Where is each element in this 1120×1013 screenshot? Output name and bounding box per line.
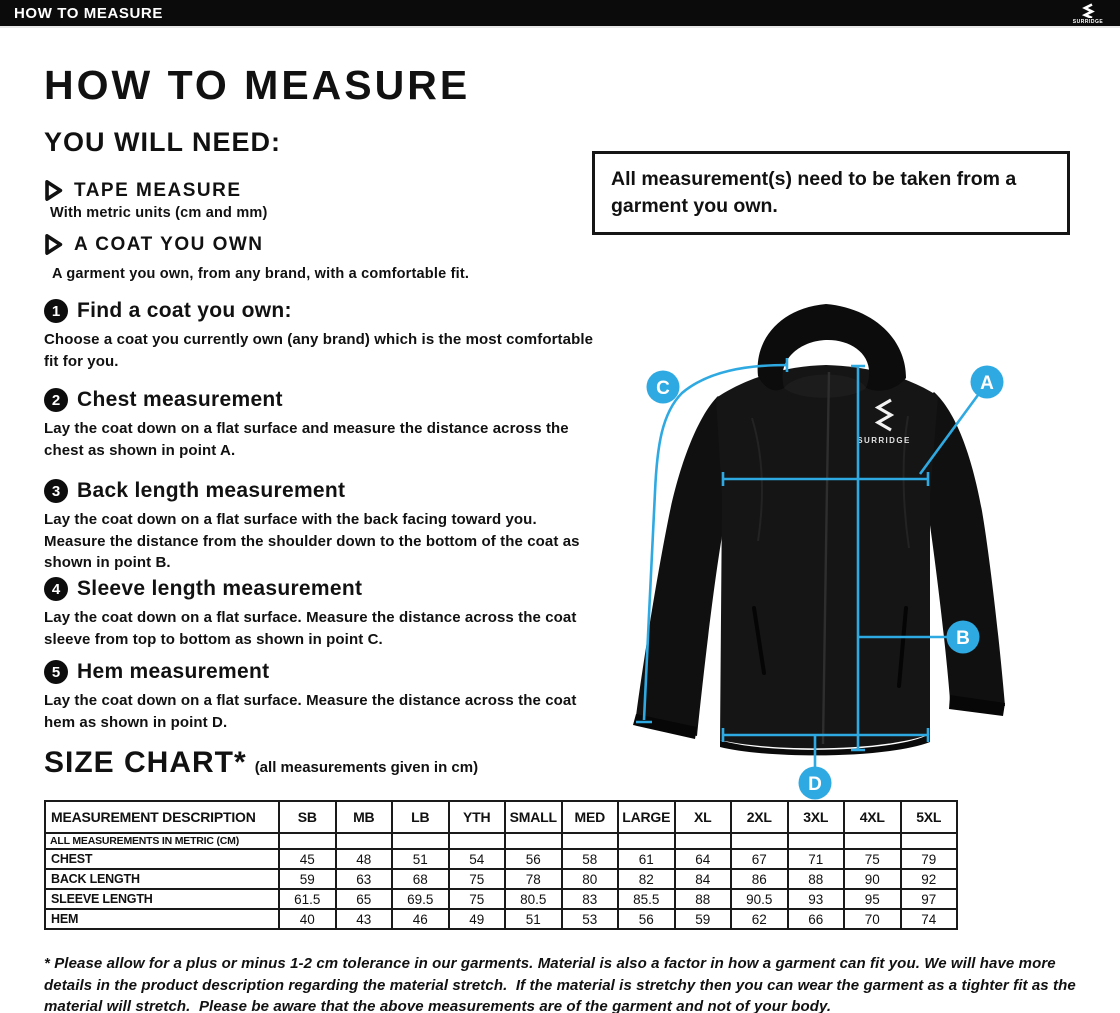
table-cell: 56: [618, 909, 675, 929]
col-header: SB: [279, 801, 336, 833]
play-triangle-icon: [44, 179, 63, 202]
row-label: HEM: [45, 909, 279, 929]
step-description: Lay the coat down on a flat surface and measure the distance across the chest as shown in point A.: [44, 420, 569, 459]
table-cell: 43: [336, 909, 393, 929]
need-item-description: With metric units (cm and mm): [50, 205, 268, 221]
col-header: 3XL: [788, 801, 845, 833]
table-cell: 66: [788, 909, 845, 929]
table-cell-empty: [562, 833, 619, 849]
table-cell: 90.5: [731, 889, 788, 909]
table-cell: 63: [336, 869, 393, 889]
row-label: BACK LENGTH: [45, 869, 279, 889]
table-cell: 49: [449, 909, 506, 929]
table-cell: 53: [562, 909, 619, 929]
need-item-description: A garment you own, from any brand, with a comfortable fit.: [52, 266, 470, 282]
col-header: LARGE: [618, 801, 675, 833]
table-cell: 51: [392, 849, 449, 869]
table-cell: 54: [449, 849, 506, 869]
callout-d-label: D: [808, 774, 822, 795]
size-chart-table: [44, 800, 958, 930]
table-cell: 75: [449, 889, 506, 909]
tolerance-footnote: * Please allow for a plus or minus 1-2 cm tolerance in our garments. Material is also a factor in how a garment can fit you. We will have more details in the product description regarding the material stretch. If the material is stretchy then you can wear the garment as a tighter fit as the material will stretch. Please be aware that the above measurements are of the garment and not of your body.: [44, 955, 1081, 1013]
size-chart-unit-note: (all measurements given in cm): [254, 759, 479, 776]
table-row-sleeve-length: [45, 889, 957, 909]
size-chart-title: SIZE CHART*: [44, 746, 247, 779]
table-cell-empty: [901, 833, 958, 849]
step-title: Hem measurement: [77, 660, 270, 683]
step-number-badge: 3: [44, 479, 68, 503]
step-description: Choose a coat you currently own (any brand) which is the most comfortable fit for you.: [44, 331, 594, 370]
col-header: MB: [336, 801, 393, 833]
step-description: Lay the coat down on a flat surface. Measure the distance across the coat sleeve from top to bottom as shown in point C.: [44, 609, 577, 648]
table-cell-empty: [336, 833, 393, 849]
table-cell-empty: [392, 833, 449, 849]
page-title: HOW TO MEASURE: [44, 62, 471, 108]
surridge-logo-caption: SURRIDGE: [1072, 19, 1104, 25]
table-cell: 86: [731, 869, 788, 889]
table-cell: 62: [731, 909, 788, 929]
table-row-back-length: [45, 869, 957, 889]
table-cell: 58: [562, 849, 619, 869]
step-1: [44, 299, 604, 372]
table-cell: 88: [788, 869, 845, 889]
table-cell-empty: [731, 833, 788, 849]
table-cell: 56: [505, 849, 562, 869]
step-title: Sleeve length measurement: [77, 577, 363, 600]
col-header: SMALL: [505, 801, 562, 833]
measurement-note-box: [592, 151, 1070, 235]
step-number-badge: 1: [44, 299, 68, 323]
table-cell: 59: [279, 869, 336, 889]
col-header: 5XL: [901, 801, 958, 833]
jacket-chest-logo-text: SURRIDGE: [857, 436, 911, 445]
table-cell: 40: [279, 909, 336, 929]
col-header: 2XL: [731, 801, 788, 833]
size-chart-heading: [44, 746, 478, 780]
table-cell: 82: [618, 869, 675, 889]
need-item-tape-measure: [44, 179, 242, 202]
col-header: 4XL: [844, 801, 901, 833]
table-cell: 59: [675, 909, 732, 929]
step-number-badge: 4: [44, 577, 68, 601]
step-5: [44, 660, 604, 733]
step-4: [44, 577, 604, 650]
table-cell: 68: [392, 869, 449, 889]
top-bar: [0, 0, 1120, 28]
step-description: Lay the coat down on a flat surface with the back facing toward you. Measure the distance from the shoulder down to the bottom of the coat as shown in point B.: [44, 511, 580, 571]
table-cell: 46: [392, 909, 449, 929]
table-cell: 92: [901, 869, 958, 889]
table-cell: 78: [505, 869, 562, 889]
table-cell: 80: [562, 869, 619, 889]
unit-row-label: ALL MEASUREMENTS IN METRIC (CM): [45, 833, 279, 849]
measurement-note-text: All measurement(s) need to be taken from a garment you own.: [611, 168, 1017, 217]
col-header: XL: [675, 801, 732, 833]
table-cell: 71: [788, 849, 845, 869]
table-cell: 75: [844, 849, 901, 869]
col-header: MED: [562, 801, 619, 833]
surridge-s-icon: [1081, 3, 1096, 18]
play-triangle-icon: [44, 233, 63, 256]
step-number-badge: 2: [44, 388, 68, 412]
table-cell: 45: [279, 849, 336, 869]
table-cell: 79: [901, 849, 958, 869]
table-unit-row: [45, 833, 957, 849]
table-cell-empty: [618, 833, 675, 849]
step-title: Chest measurement: [77, 388, 283, 411]
table-cell: 74: [901, 909, 958, 929]
surridge-logo: [1066, 1, 1110, 27]
table-cell: 95: [844, 889, 901, 909]
need-item-coat: [44, 233, 264, 256]
step-title: Back length measurement: [77, 479, 346, 502]
table-row-chest: [45, 849, 957, 869]
table-cell-empty: [788, 833, 845, 849]
row-label: CHEST: [45, 849, 279, 869]
table-cell: 93: [788, 889, 845, 909]
table-cell: 83: [562, 889, 619, 909]
table-cell: 84: [675, 869, 732, 889]
table-cell: 65: [336, 889, 393, 909]
step-3: [44, 479, 604, 574]
step-description: Lay the coat down on a flat surface. Measure the distance across the coat hem as shown in point D.: [44, 692, 577, 731]
table-cell: 64: [675, 849, 732, 869]
table-cell: 67: [731, 849, 788, 869]
step-title: Find a coat you own:: [77, 299, 292, 322]
table-cell-empty: [279, 833, 336, 849]
row-label: SLEEVE LENGTH: [45, 889, 279, 909]
table-row-hem: [45, 909, 957, 929]
table-cell: 75: [449, 869, 506, 889]
col-header: MEASUREMENT DESCRIPTION: [45, 801, 279, 833]
table-cell-empty: [505, 833, 562, 849]
table-cell: 80.5: [505, 889, 562, 909]
step-number-badge: 5: [44, 660, 68, 684]
table-cell: 90: [844, 869, 901, 889]
table-cell: 70: [844, 909, 901, 929]
table-cell: 48: [336, 849, 393, 869]
step-2: [44, 388, 604, 461]
callout-a-label: A: [980, 373, 994, 394]
table-cell: 51: [505, 909, 562, 929]
table-cell-empty: [449, 833, 506, 849]
table-cell-empty: [844, 833, 901, 849]
table-cell: 69.5: [392, 889, 449, 909]
callout-b-label: B: [956, 628, 970, 649]
page-subtitle: YOU WILL NEED:: [44, 127, 282, 157]
table-cell: 88: [675, 889, 732, 909]
col-header: LB: [392, 801, 449, 833]
need-item-label: TAPE MEASURE: [74, 179, 242, 201]
table-header-row: [45, 801, 957, 833]
col-header: YTH: [449, 801, 506, 833]
table-cell: 61: [618, 849, 675, 869]
top-bar-title: HOW TO MEASURE: [14, 4, 163, 22]
table-cell: 97: [901, 889, 958, 909]
need-item-label: A COAT YOU OWN: [74, 233, 264, 255]
callout-c-label: C: [656, 378, 670, 399]
table-cell: 85.5: [618, 889, 675, 909]
jacket-measurement-diagram: [612, 296, 1088, 808]
table-cell: 61.5: [279, 889, 336, 909]
table-cell-empty: [675, 833, 732, 849]
